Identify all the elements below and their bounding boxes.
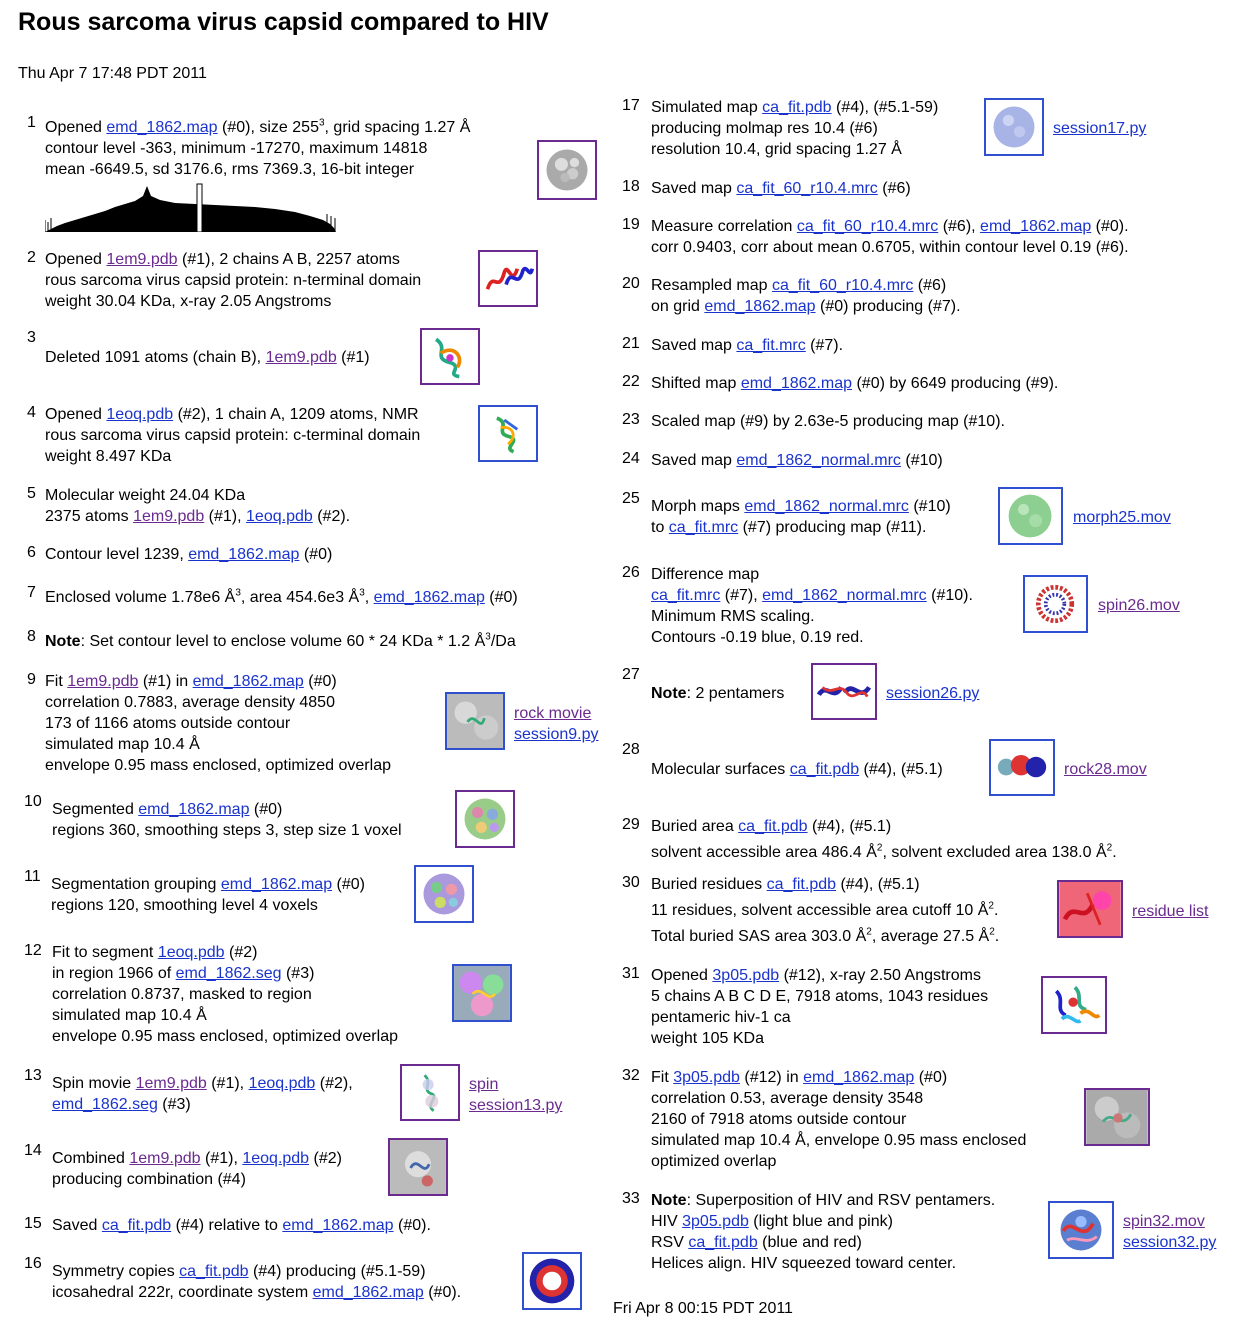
map-link[interactable]: emd_1862.map [980,218,1092,235]
residues-thumbnail[interactable] [1057,880,1123,938]
entry-number: 29 [622,816,640,833]
fit-thumbnail[interactable] [1084,1088,1150,1146]
entry-19: Measure correlation ca_fit_60_r10.4.mrc (#6), emd_1862.map (#0). corr 0.9403, corr about mean 0.6705, within contour level 0.19 (#6). [651,218,1129,256]
entry-number: 14 [24,1142,42,1159]
entry-number: 22 [622,373,640,390]
pdb-link[interactable]: 3p05.pdb [712,967,780,984]
pdb-link[interactable]: 1eoq.pdb [246,508,313,525]
entry-number: 12 [24,942,42,959]
entry-number: 19 [622,216,640,233]
entry-number: 15 [24,1215,42,1232]
entry-2: Opened 1em9.pdb (#1), 2 chains A B, 2257 atoms rous sarcoma virus capsid protein: n-terminal domain weight 30.04 KDa, x-ray 2.05 Angstroms [45,251,422,310]
spin-link[interactable]: spin [469,1076,499,1093]
map-link[interactable]: emd_1862.map [192,673,304,690]
entry-number: 2 [27,249,36,266]
pdb-link[interactable]: ca_fit.pdb [766,876,837,893]
map-link[interactable]: emd_1862.map [138,801,250,818]
entry-24: Saved map emd_1862_normal.mrc (#10) [651,452,943,469]
pdb-link[interactable]: 1eoq.pdb [248,1075,316,1092]
entry-number: 3 [27,329,36,346]
entry-number: 33 [622,1190,640,1207]
entry-17: Simulated map ca_fit.pdb (#4), (#5.1-59) producing molmap res 10.4 (#6) resolution 10.4, grid spacing 1.27 Å [651,99,939,158]
pdb-link[interactable]: 1em9.pdb [265,349,337,366]
segmentation-thumbnail[interactable] [455,790,515,848]
entry-number: 17 [622,97,640,114]
surfaces-thumbnail[interactable] [989,739,1055,796]
entry-4: Opened 1eoq.pdb (#2), 1 chain A, 1209 atoms, NMR rous sarcoma virus capsid protein: c-terminal domain weight 8.497 KDa [45,406,421,465]
pdb-link[interactable]: 1eoq.pdb [157,944,225,961]
entry-33: Note: Superposition of HIV and RSV pentamers. HIV 3p05.pdb (light blue and pink) RSV ca_fit.pdb (blue and red) Helices align. HIV squeezed toward center. [651,1192,996,1272]
map-link[interactable]: emd_1862.map [312,1284,424,1301]
end-date: Fri Apr 8 00:15 PDT 2011 [613,1300,793,1317]
mrc-link[interactable]: ca_fit_60_r10.4.mrc [796,218,939,235]
session-link[interactable]: session17.py [1053,120,1147,137]
mrc-link[interactable]: emd_1862_normal.mrc [744,498,909,515]
simulated-map-thumbnail[interactable] [984,98,1044,156]
pdb-link[interactable]: 1em9.pdb [129,1150,201,1167]
entry-number: 16 [24,1255,42,1272]
mrc-link[interactable]: ca_fit.mrc [668,519,739,536]
pdb-link[interactable]: 1eoq.pdb [106,406,174,423]
pdb-link[interactable]: ca_fit.pdb [179,1263,249,1280]
hiv-pentamer-thumbnail[interactable] [1041,976,1107,1034]
entry-21: Saved map ca_fit.mrc (#7). [651,337,844,354]
entry-number: 11 [24,868,41,885]
protein-thumbnail[interactable] [420,328,480,385]
entry-14: Combined 1em9.pdb (#1), 1eoq.pdb (#2) producing combination (#4) [52,1150,342,1188]
entry-13: Spin movie 1em9.pdb (#1), 1eoq.pdb (#2), emd_1862.seg (#3) [52,1075,353,1113]
entry-30: Buried residues ca_fit.pdb (#4), (#5.1) 11 residues, solvent accessible area cutoff 10 $Å^2$. Total buried SAS area 303.0 $Å^2$, average 27.5 $Å^2$. [651,876,1000,945]
entry-number: 21 [622,335,640,352]
entry-number: 6 [27,544,36,561]
mrc-link[interactable]: emd_1862_normal.mrc [762,587,927,604]
seg-link[interactable]: emd_1862.seg [52,1096,158,1113]
map-link[interactable]: emd_1862.map [373,589,485,606]
entry-number: 25 [622,490,640,507]
mrc-link[interactable]: ca_fit.mrc [651,587,721,604]
entry-5: Molecular weight 24.04 KDa 2375 atoms 1em9.pdb (#1), 1eoq.pdb (#2). [45,487,351,525]
entry-number: 28 [622,741,640,758]
entry-number: 32 [622,1067,640,1084]
entry-20: Resampled map ca_fit_60_r10.4.mrc (#6) on grid emd_1862.map (#0) producing (#7). [651,277,961,315]
mrc-link[interactable]: ca_fit_60_r10.4.mrc [736,180,878,197]
morph-thumbnail[interactable] [998,487,1063,545]
map-link[interactable]: emd_1862.map [282,1217,394,1234]
entry-number: 1 [27,114,36,131]
entry-28: Molecular surfaces ca_fit.pdb (#4), (#5.1) [651,761,943,778]
entry-number: 27 [622,666,640,683]
entry-number: 9 [27,671,36,688]
map-link[interactable]: emd_1862.map [740,375,853,392]
pdb-link[interactable]: 1eoq.pdb [242,1150,310,1167]
seg-link[interactable]: emd_1862.seg [175,965,282,982]
spin-thumbnail[interactable] [400,1064,460,1121]
superposition-thumbnail[interactable] [1048,1201,1114,1259]
fit-thumbnail[interactable] [445,692,505,750]
entry-29: Buried area ca_fit.pdb (#4), (#5.1) solvent accessible area 486.4 $Å^2$, solvent excluded area 138.0 $Å^2$. [651,818,1117,861]
mrc-link[interactable]: emd_1862_normal.mrc [736,452,901,469]
difference-map-thumbnail[interactable] [1023,575,1088,633]
pdb-link[interactable]: 3p05.pdb [682,1213,749,1230]
pdb-link[interactable]: ca_fit.pdb [688,1234,758,1251]
entry-15: Saved ca_fit.pdb (#4) relative to emd_1862.map (#0). [52,1217,431,1234]
map-link[interactable]: emd_1862.map [106,119,218,136]
entry-number: 23 [622,411,640,428]
entry-number: 10 [24,793,42,810]
pdb-link[interactable]: ca_fit.pdb [789,761,860,778]
entry-9: Fit 1em9.pdb (#1) in emd_1862.map (#0) correlation 0.7883, average density 4850 173 of 1166 atoms outside contour simulated map 10.4 Å envelope 0.95 mass enclosed, optimized overlap [45,673,391,774]
movie-link[interactable]: spin32.mov [1123,1213,1205,1230]
mrc-link[interactable]: ca_fit_60_r10.4.mrc [771,277,914,294]
histogram [45,176,337,232]
pdb-link[interactable]: 3p05.pdb [673,1069,740,1086]
entry-11: Segmentation grouping emd_1862.map (#0) regions 120, smoothing level 4 voxels [51,876,365,914]
entry-25: Morph maps emd_1862_normal.mrc (#10) to ca_fit.mrc (#7) producing map (#11). [651,498,951,536]
movie-link[interactable]: morph25.mov [1073,509,1171,526]
pentamer-thumbnail[interactable] [811,663,877,720]
entry-12: Fit to segment 1eoq.pdb (#2) in region 1966 of emd_1862.seg (#3) correlation 0.8737, masked to region simulated map 10.4 Å envelope 0.95 mass enclosed, optimized overlap [52,944,398,1045]
entry-23: Scaled map (#9) by 2.63e-5 producing map (#10). [651,413,1005,430]
movie-link[interactable]: rock28.mov [1064,761,1147,778]
entry-number: 31 [622,965,640,982]
entry-6: Contour level 1239, emd_1862.map (#0) [45,546,333,563]
segmentation-thumbnail[interactable] [414,865,474,923]
pdb-link[interactable]: 1em9.pdb [106,251,178,268]
pdb-link[interactable]: 1em9.pdb [135,1075,207,1092]
entry-3: Deleted 1091 atoms (chain B), 1em9.pdb (#1) [45,349,370,366]
entry-18: Saved map ca_fit_60_r10.4.mrc (#6) [651,180,911,197]
entry-number: 20 [622,275,640,292]
rock-movie-link[interactable]: rock movie [514,705,592,722]
entry-8: Note: Set contour level to enclose volume 60 * 24 KDa * 1.2 $Å^3/Da$ [45,631,516,650]
mrc-link[interactable]: ca_fit.mrc [736,337,806,354]
entry-10: Segmented emd_1862.map (#0) regions 360, smoothing steps 3, step size 1 voxel [52,801,402,839]
entry-number: 8 [27,628,36,645]
session-link[interactable]: session13.py [469,1097,563,1114]
entry-32: Fit 3p05.pdb (#12) in emd_1862.map (#0) correlation 0.53, average density 3548 2160 of 7918 atoms outside contour simulated map 10.4 Å, envelope 0.95 mass enclosed optimized overlap [651,1069,1027,1170]
entry-7: Enclosed volume 1.78e6 $Å^3$, area 454.6e3 $Å^3$, emd_1862.map (#0) [45,587,518,606]
pdb-link[interactable]: ca_fit.pdb [738,818,808,835]
protein-thumbnail[interactable] [478,250,538,307]
entry-16: Symmetry copies ca_fit.pdb (#4) producing (#5.1-59) icosahedral 222r, coordinate system emd_1862.map (#0). [52,1263,462,1301]
page-title: Rous sarcoma virus capsid compared to HIV [18,8,549,36]
entry-number: 13 [24,1067,42,1084]
entry-27: Note: 2 pentamers [651,685,785,702]
protein-thumbnail[interactable] [478,405,538,462]
entry-number: 5 [27,485,36,502]
entry-number: 18 [622,178,640,195]
map-link[interactable]: emd_1862.map [704,298,816,315]
start-date: Thu Apr 7 17:48 PDT 2011 [18,65,207,82]
entry-22: Shifted map emd_1862.map (#0) by 6649 producing (#9). [651,375,1059,392]
pdb-link[interactable]: 1em9.pdb [133,508,205,525]
map-link[interactable]: emd_1862.map [220,876,333,893]
session-link[interactable]: session32.py [1123,1234,1217,1251]
entry-number: 30 [622,874,640,891]
map-thumbnail[interactable] [537,140,597,200]
session-link[interactable]: session26.py [886,685,980,702]
entry-number: 4 [27,404,36,421]
combination-thumbnail[interactable] [388,1138,448,1196]
pdb-link[interactable]: ca_fit.pdb [762,99,832,116]
entry-number: 24 [622,450,640,467]
residue-list-link[interactable]: residue list [1132,903,1209,920]
pdb-link[interactable]: ca_fit.pdb [101,1217,172,1234]
entry-number: 26 [622,564,640,581]
entry-1: Opened emd_1862.map (#0), size $255^3$, grid spacing 1.27 Å contour level -363, minimum -17270, maximum 14818 mean -6649.5, sd 3176.6, rms 7369.3, 16-bit integer [45,117,471,178]
entry-number: 7 [27,584,36,601]
movie-link[interactable]: spin26.mov [1098,597,1180,614]
pdb-link[interactable]: 1em9.pdb [67,673,139,690]
entry-31: Opened 3p05.pdb (#12), x-ray 2.50 Angstroms 5 chains A B C D E, 7918 atoms, 1043 residues pentameric hiv-1 ca weight 105 KDa [651,967,989,1047]
fit-thumbnail[interactable] [452,964,512,1022]
map-link[interactable]: emd_1862.map [803,1069,915,1086]
session-link[interactable]: session9.py [514,726,599,743]
entry-26: Difference map ca_fit.mrc (#7), emd_1862_normal.mrc (#10). Minimum RMS scaling. Contours -0.19 blue, 0.19 red. [651,566,973,646]
symmetry-thumbnail[interactable] [522,1252,582,1310]
map-link[interactable]: emd_1862.map [188,546,300,563]
